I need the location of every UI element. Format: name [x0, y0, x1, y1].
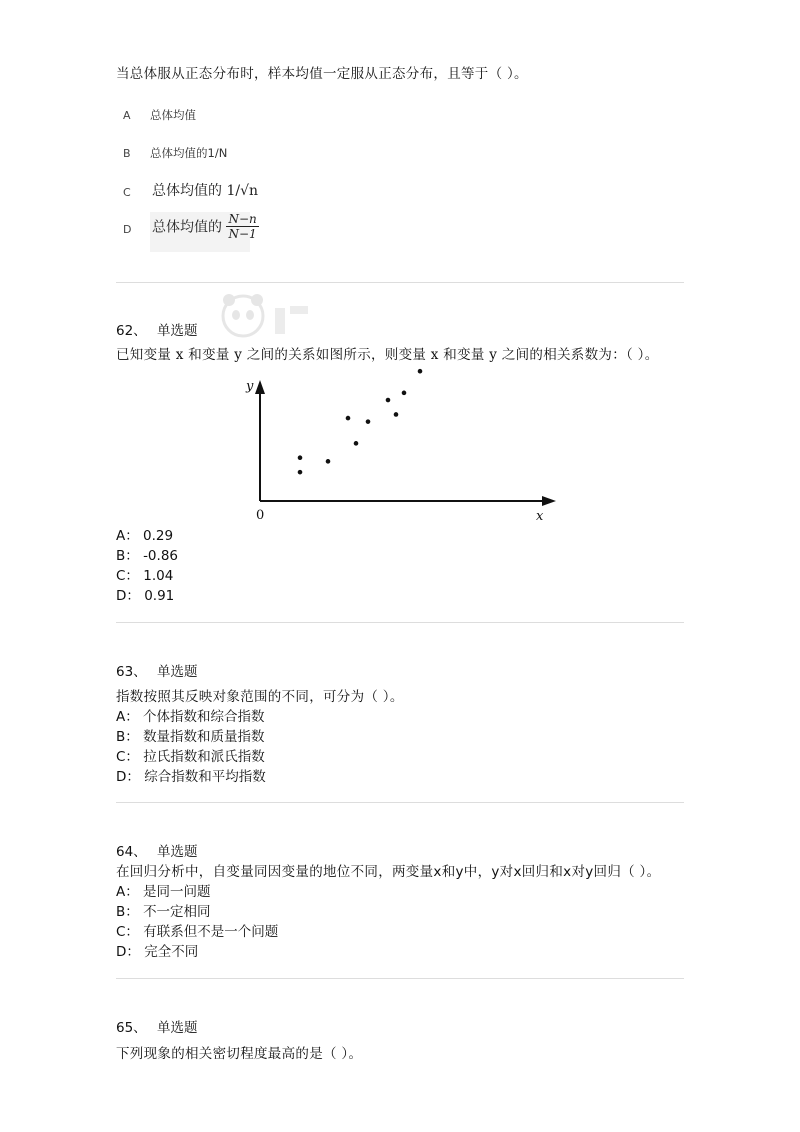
q61-option-c-text: 总体均值的 1/√n	[152, 183, 259, 199]
scatter-point	[366, 419, 371, 424]
q63-option-a[interactable]	[116, 705, 265, 725]
divider	[116, 802, 684, 803]
q63-stem: 指数按照其反映对象范围的不同，可分为（ ）。	[116, 689, 404, 705]
option-label: B：	[116, 904, 139, 920]
scatter-point	[418, 369, 423, 374]
option-label: D：	[116, 588, 140, 604]
scatter-point	[386, 398, 391, 403]
divider	[116, 622, 684, 623]
option-text: 有联系但不是一个问题	[143, 924, 279, 940]
q61-stem: 当总体服从正态分布时，样本均值一定服从正态分布，且等于（ ）。	[116, 66, 528, 82]
divider	[116, 978, 684, 979]
q62-option-b[interactable]	[116, 544, 178, 564]
x-axis-label: x	[536, 509, 544, 524]
option-text: 个体指数和综合指数	[143, 709, 265, 725]
watermark-logo	[215, 288, 335, 348]
q61-option-c-letter[interactable]: C	[123, 186, 131, 199]
option-label: C：	[116, 924, 139, 940]
option-text: 是同一问题	[143, 884, 211, 900]
q64-option-a[interactable]	[116, 880, 211, 900]
scatter-points	[298, 369, 423, 475]
q61-option-a-text: 总体均值	[150, 108, 196, 122]
q61-option-d-fraction	[226, 212, 258, 241]
panda-icon	[223, 294, 308, 336]
q61-option-d-text: 总体均值的	[152, 219, 222, 236]
question-number: 65、	[116, 1020, 147, 1036]
q62-option-a[interactable]	[116, 524, 173, 544]
q64-header	[116, 840, 197, 860]
question-type: 单选题	[156, 323, 198, 339]
option-text: 完全不同	[144, 944, 199, 960]
y-axis-arrow-icon	[255, 380, 265, 394]
option-text: 拉氏指数和派氏指数	[143, 749, 265, 765]
scatter-point	[298, 470, 303, 475]
q62-header	[116, 319, 197, 339]
scatter-point	[298, 455, 303, 460]
option-label: A：	[116, 709, 139, 725]
option-label: B：	[116, 729, 139, 745]
x-axis-arrow-icon	[542, 496, 556, 506]
q64-option-c[interactable]	[116, 920, 278, 940]
q63-option-d[interactable]	[116, 765, 266, 785]
q65-stem: 下列现象的相关密切程度最高的是（ ）。	[116, 1046, 363, 1062]
q64-option-d[interactable]	[116, 940, 198, 960]
y-axis-label: y	[246, 379, 254, 394]
question-type: 单选题	[156, 844, 198, 860]
q61-option-b-text: 总体均值的1/N	[150, 146, 228, 160]
option-text: 0.29	[143, 528, 174, 544]
q61-option-a-letter[interactable]: A	[123, 109, 131, 122]
fraction-numerator: N−n	[228, 212, 257, 226]
scatter-point	[346, 416, 351, 421]
option-text: 0.91	[144, 588, 175, 604]
q62-option-d[interactable]	[116, 584, 174, 604]
option-label: A：	[116, 528, 139, 544]
option-text: 不一定相同	[143, 904, 211, 920]
option-label: A：	[116, 884, 139, 900]
question-number: 62、	[116, 323, 147, 339]
scatter-point	[354, 441, 359, 446]
question-number: 64、	[116, 844, 147, 860]
option-label: D：	[116, 944, 140, 960]
option-label: C：	[116, 568, 139, 584]
option-label: C：	[116, 749, 139, 765]
option-label: D：	[116, 769, 140, 785]
fraction-denominator: N−1	[228, 227, 257, 241]
origin-label: 0	[256, 508, 265, 523]
divider	[116, 282, 684, 283]
q64-stem: 在回归分析中，自变量同因变量的地位不同，两变量x和y中，y对x回归和x对y回归（ ）。	[116, 864, 661, 880]
option-text: 1.04	[143, 568, 174, 584]
option-text: 综合指数和平均指数	[144, 769, 266, 785]
option-text: 数量指数和质量指数	[143, 729, 265, 745]
scatter-point	[402, 391, 407, 396]
q61-option-b-letter[interactable]: B	[123, 147, 131, 160]
scatter-point	[326, 459, 331, 464]
option-text: -0.86	[143, 548, 178, 564]
option-label: B：	[116, 548, 139, 564]
q62-option-c[interactable]	[116, 564, 173, 584]
q65-header	[116, 1016, 197, 1036]
question-type: 单选题	[156, 664, 198, 680]
q61-option-d-letter[interactable]: D	[123, 223, 132, 236]
question-number: 63、	[116, 664, 147, 680]
q63-option-b[interactable]	[116, 725, 265, 745]
q62-scatter-chart	[240, 364, 570, 524]
q61-option-d-formula	[152, 212, 259, 241]
scatter-point	[394, 412, 399, 417]
q63-header	[116, 660, 197, 680]
question-type: 单选题	[156, 1020, 198, 1036]
q64-option-b[interactable]	[116, 900, 211, 920]
q62-stem: 已知变量 x 和变量 y 之间的关系如图所示，则变量 x 和变量 y 之间的相关系数为：（ ）。	[116, 347, 659, 363]
q63-option-c[interactable]	[116, 745, 265, 765]
